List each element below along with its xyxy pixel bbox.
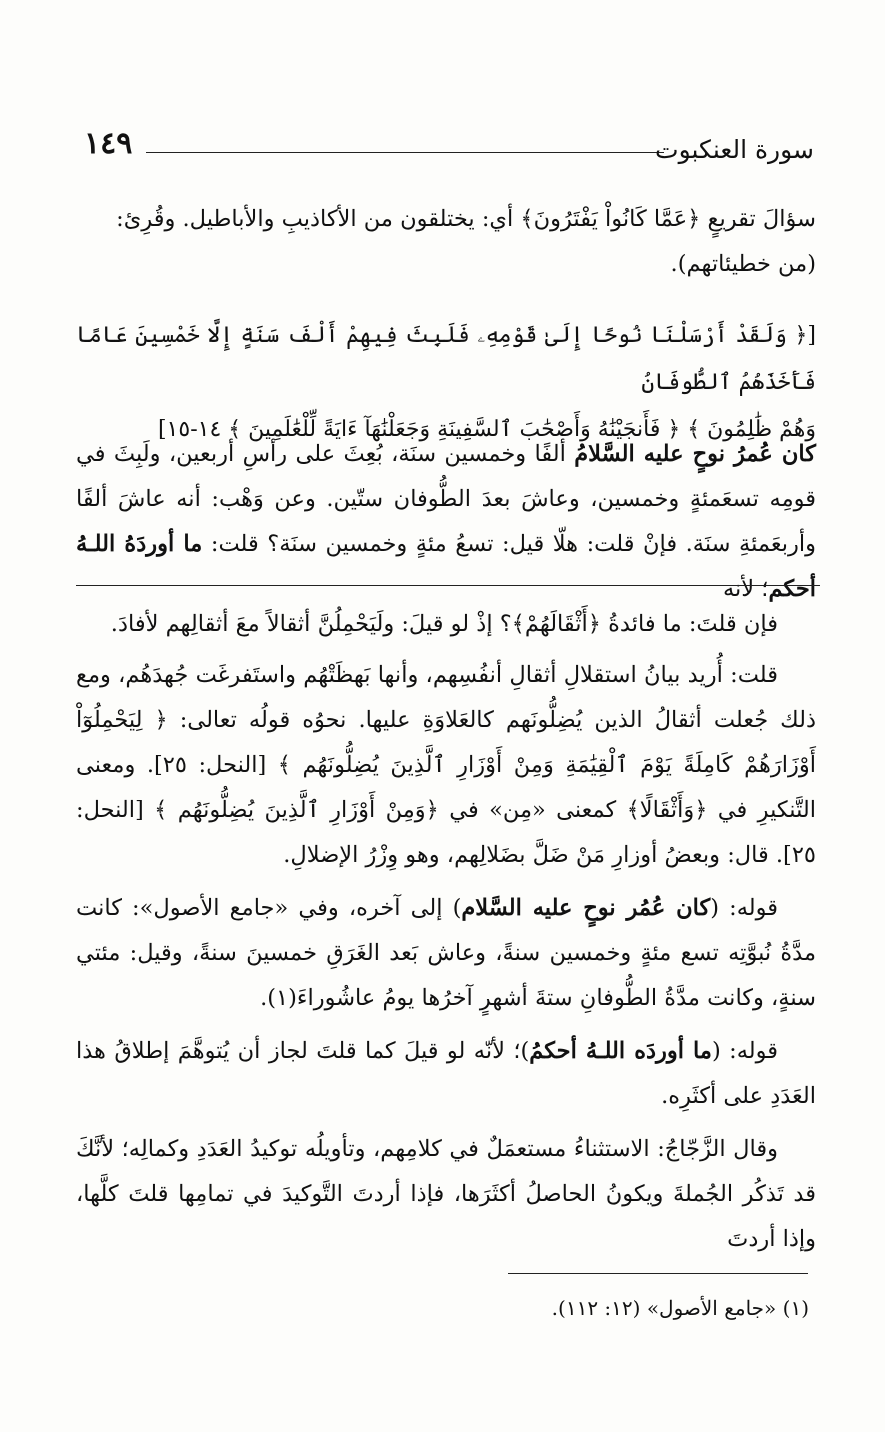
footnote: (١) «جامع الأصول» (١٢: ١١٢). [551,1296,809,1320]
main-paragraph-2-text-2: ؛ لأنه [722,576,769,602]
commentary-paragraph-5: وقال الزَّجّاجُ: الاستثناءُ مستعمَلٌ في كلامِهم، وتأويلُه توكيدُ العَدَدِ وكمالِه؛ لأنَّكَ قد تَذكُر الجُملةَ ويكونُ الحاصلُ أكثَرَها، فإذا أردتَ التَّوكيدَ في تمامِها قلتَ كلَّها، وإذا أردتَ [76,1136,816,1252]
main-paragraph-1 [76,197,816,287]
commentary-paragraph-3 [76,886,816,1021]
surah-title: سورة العنكبوت [655,135,814,164]
main-paragraph-2-bold-1: كان عُمرُ نوحٍ عليه السَّلامُ [574,441,816,467]
commentary-paragraph-3-bold: كان عُمُر نوحٍ عليه السَّلام [461,895,711,921]
footnote-rule [508,1273,808,1274]
commentary-paragraph-1: فإن قلتَ: ما فائدةُ ﴿أَثْقَالَهُمْ﴾؟ إذْ لو قيلَ: ولَيَحْمِلُنَّ أثقالاً معَ أثقالِهم لأفادَ. [110,611,778,637]
main-text-rule [76,585,820,586]
commentary [76,602,816,1262]
main-paragraph-2-text-1: ألفًا وخمسين سنَة، بُعِثَ على رأسِ أربعين، ولَبِثَ في قومِه تسعَمئةٍ وخمسين، وعاشَ بعدَ الطُّوفان ستّين. وعن وَهْب: أنه عاشَ ألفًا وأربعَمئةِ سنَة. فإنْ قلت: هلّا قيل: تسعُ مئةٍ وخمسين سنَة؟ قلت: [76,441,816,557]
quran-verse-line-2: وَهُمْ ظَٰلِمُونَ ﴾ ﴿ فَأَنجَيْنَٰهُ وَأَصْحَٰبَ ٱلسَّفِينَةِ وَجَعَلْنَٰهَآ ءَايَةً لِّلْعَٰلَمِينَ ﴾ ١٤-١٥] [157,417,816,442]
commentary-paragraph-3-pre: قوله: ( [710,895,778,921]
commentary-paragraph-3-post: ) إلى آخره، وفي «جامع الأصول»: كانت مدَّةُ نُبوَّتِه تسع مئةٍ وخمسين سنةً، وعاش بَعد الغَرَقِ خمسينَ سنةً، وقيل: مئتي سنةٍ، وكانت مدَّةُ الطُّوفانِ ستةَ أشهرٍ آخرُها يومُ عاشُوراءَ(١). [76,895,816,1011]
commentary-paragraph-4-bold: ما أوردَه اللـهُ أحكمُ [529,1038,712,1064]
main-paragraph-2-bold-2: ما أوردَهُ اللـهُ أحكم [76,531,816,602]
commentary-paragraph-4-post: )؛ لأنّه لو قيلَ كما قلتَ لجاز أن يُتوهَّمَ إطلاقُ هذا العَدَدِ على أكثَرِه. [76,1038,816,1109]
page-header [84,126,814,176]
main-paragraph-1-line-1: سؤالَ تقريعٍ ﴿عَمَّا كَانُواْ يَفْتَرُونَ﴾ أي: يختلقون من الأكاذيبِ والأباطيل. وقُرِئ: [116,206,816,232]
commentary-paragraph-2: قلت: أُريد بيانُ استقلالِ أثقالِ أنفُسِهم، وأنها بَهظَتْهُم واستَفرغَت جُهدَهُم، ومع ذلك جُعلت أثقالُ الذين يُضِلُّونَهم كالعَلاوَةِ عليها. نحوُه قولُه تعالى: ﴿ لِيَحْمِلُوٓاْ أَوْزَارَهُمْ كَامِلَةً يَوْمَ ٱلْقِيَٰمَةِ وَمِنْ أَوْزَارِ ٱلَّذِينَ يُضِلُّونَهُم ﴾ [النحل: ٢٥]. ومعنى التَّنكيرِ في ﴿وَأَثْقَالًا﴾ كمعنى «مِن» في ﴿وَمِنْ أَوْزَارِ ٱلَّذِينَ يُضِلُّونَهُم ﴾ [النحل: ٢٥]. قال: وبعضُ أوزارِ مَنْ ضَلَّ بضَلالِهم، وهو وِزْرُ الإضلالِ. [76,662,817,868]
quran-verse-line-1: [﴿ وَلَقَدْ أَرْسَلْنَا نُوحًا إِلَىٰ قَوْمِهِۦ فَلَبِثَ فِيهِمْ أَلْفَ سَنَةٍ إِلَّا خَمْسِينَ عَامًا فَأَخَذَهُمُ ٱلطُّوفَانُ [76,323,816,395]
main-paragraph-1-line-2: (من خطيئاتهم). [670,251,816,277]
commentary-paragraph-4 [76,1029,816,1119]
main-text [76,197,816,287]
header-rule [146,152,664,153]
page-number: ١٤٩ [84,126,133,161]
commentary-paragraph-4-pre: قوله: ( [711,1038,779,1064]
